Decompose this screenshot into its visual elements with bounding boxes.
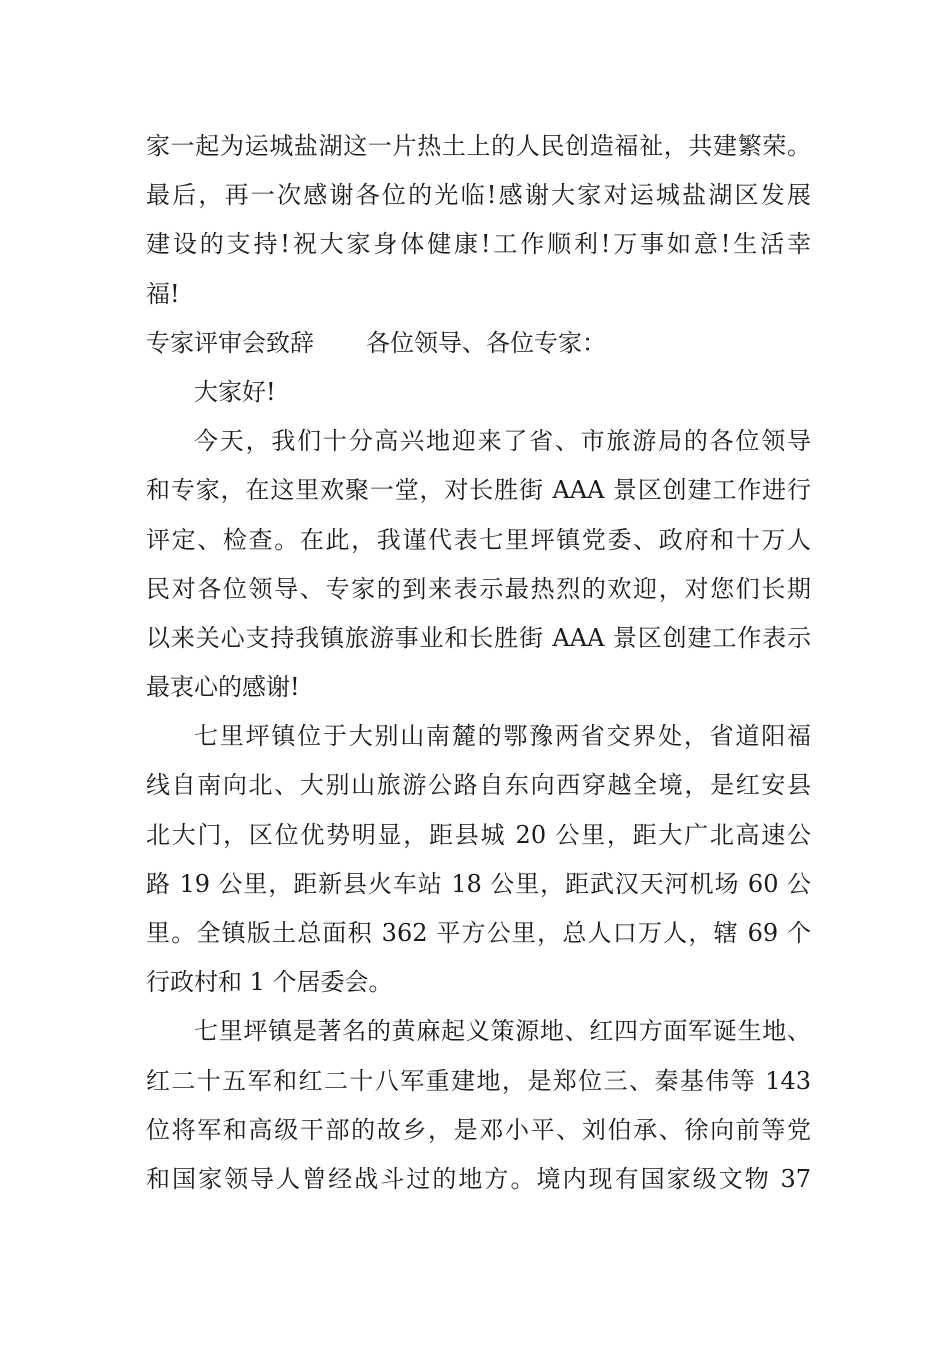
text-line: 行政村和 1 个居委会。 [146, 968, 393, 997]
text-line: 民对各位领导、专家的到来表示最热烈的欢迎，对您们长期 [146, 574, 811, 603]
text-line: 最后，再一次感谢各位的光临!感谢大家对运城盐湖区发展 [146, 181, 811, 210]
text-line: 红二十五军和红二十八军重建地，是郑位三、秦基伟等 143 [146, 1066, 811, 1095]
paragraph-welcome [146, 417, 811, 712]
text-line: 路 19 公里，距新县火车站 18 公里，距武汉天河机场 60 公 [146, 869, 811, 898]
body-text [146, 122, 811, 1204]
text-line: 最衷心的感谢! [146, 673, 300, 702]
text-line: 今天，我们十分高兴地迎来了省、市旅游局的各位领导 [194, 427, 811, 456]
text-line: 里。全镇版土总面积 362 平方公里，总人口万人，辖 69 个 [146, 919, 811, 947]
text-line: 家一起为运城盐湖这一片热土上的人民创造福祉，共建繁荣。 [146, 132, 811, 160]
text-line: 北大门，区位优势明显，距县城 20 公里，距大广北高速公 [146, 820, 811, 849]
text-line: 线自南向北、大别山旅游公路自东向西穿越全境，是红安县 [146, 771, 811, 800]
salutation: 各位领导、各位专家： [366, 328, 606, 357]
speech-title-line [146, 319, 811, 368]
paragraph-history [146, 1007, 811, 1204]
text-line: 七里坪镇位于大别山南麓的鄂豫两省交界处，省道阳福 [194, 722, 811, 751]
text-line: 和专家，在这里欢聚一堂，对长胜街 AAA 景区创建工作进行 [146, 476, 811, 505]
text-line: 建设的支持!祝大家身体健康!工作顺利!万事如意!生活幸 [146, 230, 811, 259]
text-line: 位将军和高级干部的故乡，是邓小平、刘伯承、徐向前等党 [146, 1115, 811, 1144]
text-line: 和国家领导人曾经战斗过的地方。境内现有国家级文物 37 [146, 1164, 811, 1193]
speech-title: 专家评审会致辞 [146, 328, 314, 357]
text-line: 评定、检查。在此，我谨代表七里坪镇党委、政府和十万人 [146, 525, 811, 554]
text-line: 以来关心支持我镇旅游事业和长胜街 AAA 景区创建工作表示 [146, 623, 811, 652]
text-line: 七里坪镇是著名的黄麻起义策源地、红四方面军诞生地、 [194, 1017, 811, 1046]
previous-closing-paragraph [146, 122, 811, 319]
greeting: 大家好! [194, 377, 276, 406]
paragraph-location [146, 712, 811, 1007]
text-line: 福! [146, 279, 180, 308]
